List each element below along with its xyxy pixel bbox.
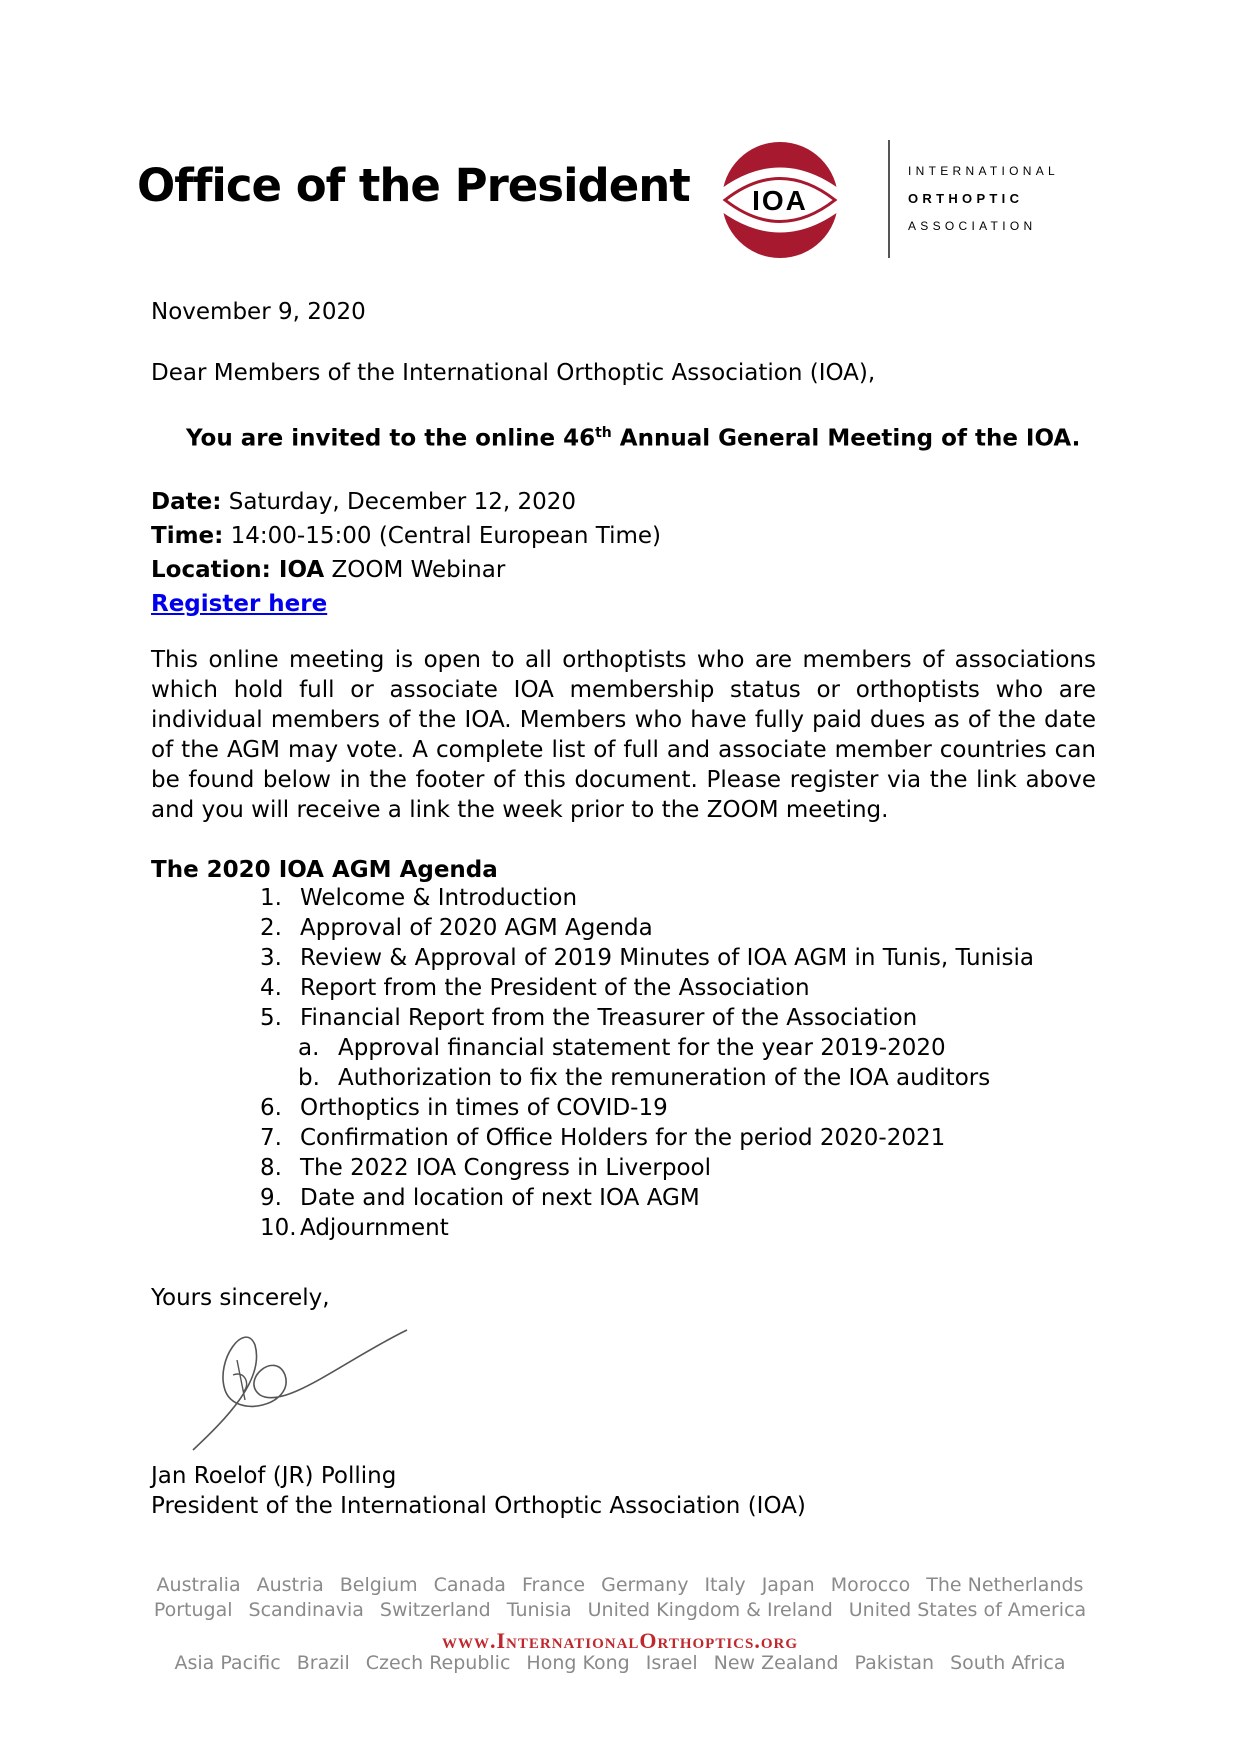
meeting-date: Date: Saturday, December 12, 2020 [151,489,576,515]
agenda-subitem: a. Approval financial statement for the year 2019-2020 [298,1035,946,1061]
closing: Yours sincerely, [151,1285,330,1311]
ioa-logo-icon [695,135,875,265]
letter-date: November 9, 2020 [151,299,366,325]
signer-name: Jan Roelof (JR) Polling [151,1463,397,1489]
agenda-subitem: b. Authorization to fix the remuneration of the IOA auditors [298,1065,991,1091]
agenda-item: 2. Approval of 2020 AGM Agenda [260,915,653,941]
logo-mark-text: IOA [752,185,808,216]
logo-line-3: ASSOCIATION [908,219,1037,233]
agenda-item: 9. Date and location of next IOA AGM [260,1185,700,1211]
logo-line-1: INTERNATIONAL [908,164,1060,178]
salutation: Dear Members of the International Orthoptic Association (IOA), [151,360,876,386]
agenda-title: The 2020 IOA AGM Agenda [151,857,498,883]
register-link[interactable]: Register here [151,591,328,617]
signature [185,1320,415,1460]
agenda-item: 6. Orthoptics in times of COVID-19 [260,1095,668,1121]
agenda-item: 10. Adjournment [260,1215,449,1241]
agenda-item: 3. Review & Approval of 2019 Minutes of IOA AGM in Tunis, Tunisia [260,945,1035,971]
footer-website-link[interactable]: www.InternationalOrthoptics.org [441,1628,799,1653]
invitation-line: You are invited to the online 46th Annual General Meeting of the IOA. [186,425,1081,452]
agenda-item: 4. Report from the President of the Association [260,975,810,1001]
agenda-list [260,883,1034,1243]
body-paragraph: This online meeting is open to all orthoptists who are members of associations which hold full or associate IOA membership status or orthoptists who are individual members of the IOA. Members who have fully paid dues as of the date of the AGM may vote. A complete list of full and associate member countries can be found below in the footer of this document. Please register via the link above and you will receive a link the week prior to the ZOOM meeting. [151,647,1096,823]
footer-countries-row-2: Portugal Scandinavia Switzerland Tunisia United Kingdom & Ireland United States of America [153,1599,1087,1621]
agenda-item: 8. The 2022 IOA Congress in Liverpool [260,1155,711,1181]
meeting-time: Time: 14:00-15:00 (Central European Time) [151,523,661,549]
page-title: Office of the President [137,159,690,212]
meeting-location: Location: IOA ZOOM Webinar [151,557,506,583]
agenda-item: 1. Welcome & Introduction [260,885,578,911]
footer-countries-row-3: Asia Pacific Brazil Czech Republic Hong Kong Israel New Zealand Pakistan South Africa [174,1652,1066,1674]
logo-line-2: ORTHOPTIC [908,191,1024,206]
agenda-item: 5. Financial Report from the Treasurer of the Association [260,1005,918,1031]
footer-countries-row-1: Australia Austria Belgium Canada France Germany Italy Japan Morocco The Netherlands [156,1574,1084,1596]
agenda-item: 7. Confirmation of Office Holders for the period 2020-2021 [260,1125,946,1151]
logo-divider [888,140,890,258]
signer-title: President of the International Orthoptic Association (IOA) [151,1493,806,1519]
